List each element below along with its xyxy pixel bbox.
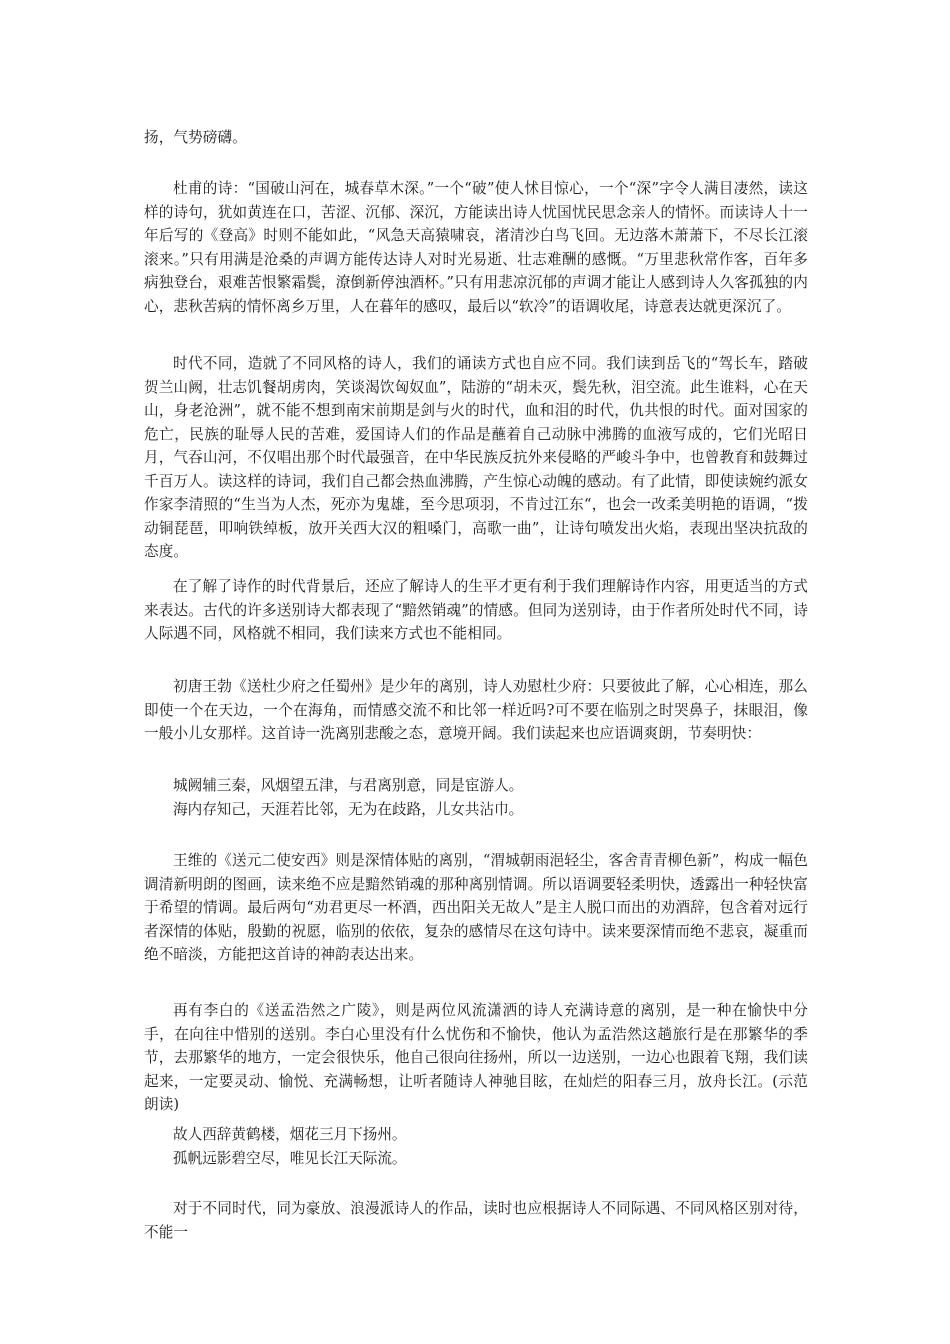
poem-line: 城阙辅三秦，风烟望五津，与君离别意，同是宦游人。 [173, 777, 524, 794]
poem-line: 海内存知己，天涯若比邻，无为在歧路，儿女共沾巾。 [173, 800, 524, 818]
paragraph-wang-bo: 初唐王勃《送杜少府之任蜀州》是少年的离别，诗人劝慰杜少府：只要彼此了解，心心相连，那么即使一个在天边，一个在海角，而情感交流不和比邻一样近吗?可不要在临别之时哭鼻子，抹眼泪，像一般小儿女那样。这首诗一洗离别悲酸之态，意境开阔。我们读起来也应语调爽朗，节奏明快： [144, 678, 808, 742]
paragraph-continuation: 扬，气势磅礴。 [144, 129, 247, 146]
paragraph-different-eras: 对于不同时代，同为豪放、浪漫派诗人的作品，读时也应根据诗人不同际遇、不同风格区别对待，不能一 [144, 1200, 808, 1241]
paragraph-era-styles: 时代不同，造就了不同风格的诗人，我们的诵读方式也自应不同。我们读到岳飞的“驾长车，踏破贺兰山阙，壮志饥餐胡虏肉，笑谈渴饮匈奴血”，陆游的“胡未灭，鬓先秋，泪空流。此生谁料，心在天山，身老沧洲”，就不能不想到南宋前期是剑与火的时代，血和泪的时代，仇共恨的时代。面对国家的危亡，民族的耻辱人民的苦难，爱国诗人们的作品是蘸着自己动脉中沸腾的血液写成的，它们光昭日月，气吞山河，不仅唱出那个时代最强音，在中华民族反抗外来侵略的严峻斗争中，也曾教育和鼓舞过千百万人。读这样的诗词，我们自己都会热血沸腾，产生惊心动魄的感动。有了此情，即使读婉约派女作家李清照的“生当为人杰，死亦为鬼雄，至今思项羽，不肯过江东“，也会一改柔美明艳的语调，“拨动铜琵琶，叩响铁绰板，放开关西大汉的粗嗓门，高歌一曲”，让诗句喷发出火焰，表现出坚决抗敌的态度。 [144, 355, 808, 560]
poem-line: 孤帆远影碧空尽，唯见长江天际流。 [173, 1149, 407, 1167]
paragraph-li-bai: 再有李白的《送孟浩然之广陵》，则是两位风流潇洒的诗人充满诗意的离别，是一种在愉快中分手，在向往中惜别的送别。李白心里没有什么忧伤和不愉快，他认为孟浩然这趟旅行是在那繁华的季节，去那繁华的地方，一定会很快乐，他自己很向往扬州，所以一边送别，一边心也跟着飞翔，我们读起来，一定要灵动、愉悦、充满畅想，让听者随诗人神驰目眩，在灿烂的阳春三月，放舟长江。(示范朗读) [144, 1002, 808, 1113]
paragraph-wang-wei: 王维的《送元二使安西》则是深情体贴的离别，“渭城朝雨浥轻尘，客舍青青柳色新”，构成一幅色调清新明朗的图画，读来绝不应是黯然销魂的那种离别情调。所以语调要轻柔明快，透露出一种轻快富于希望的情调。最后两句“劝君更尽一杯酒，西出阳关无故人”是主人脱口而出的劝酒辞，包含着对远行者深情的体贴，殷勤的祝愿，临别的依依，复杂的感情尽在这句诗中。读来要深情而绝不悲哀，凝重而绝不暗淡，方能把这首诗的神韵表达出来。 [144, 852, 808, 963]
paragraph-du-fu: 杜甫的诗：“国破山河在，城春草木深。”一个“破”使人怵目惊心，一个“深”字令人满目凄然，读这样的诗句，犹如黄连在口，苦涩、沉郁、深沉，方能读出诗人忧国忧民思念亲人的情怀。而读诗人十一年后写的《登高》时则不能如此，“风急天高猿啸哀，渚清沙白鸟飞回。无边落木萧萧下，不尽长江滚滚来。”只有用满是沧桑的声调方能传达诗人对时光易逝、壮志难酬的感慨。“万里悲秋常作客，百年多病独登台，艰难苦恨繁霜鬓，潦倒新停浊酒杯。”只有用悲凉沉郁的声调才能让人感到诗人久客孤独的内心，悲秋苦病的情怀离乡万里，人在暮年的感叹，最后以“软冷”的语调收尾，诗意表达就更深沉了。 [144, 180, 808, 315]
poem-line: 故人西辞黄鹤楼，烟花三月下扬州。 [173, 1126, 407, 1143]
paragraph-poet-life: 在了解了诗作的时代背景后，还应了解诗人的生平才更有利于我们理解诗作内容，用更适当的方式来表达。古代的许多送别诗大都表现了“黯然销魂”的情感。但同为送别诗，由于作者所处时代不同，诗人际遇不同，风格就不相同，我们读来方式也不能相同。 [144, 578, 808, 642]
poem-wang-bo [173, 774, 773, 821]
poem-li-bai [173, 1123, 773, 1170]
